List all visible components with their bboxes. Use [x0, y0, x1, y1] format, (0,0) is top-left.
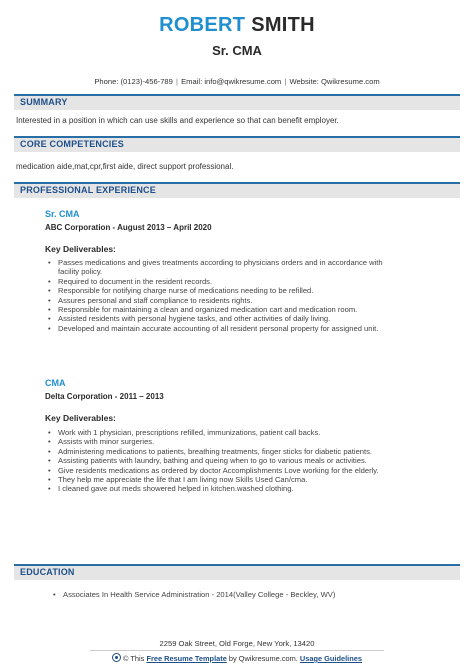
list-item: • Give residents medications as ordered by doctor Accomplishments Love working for the elderly. [45, 466, 405, 475]
footer-middle: by Qwikresume.com. [226, 654, 300, 663]
section-header-summary [14, 94, 460, 110]
list-item: • Administering medications to patients, breathing treatments, finger sticks for diabetic patients. [45, 447, 405, 456]
separator: | [176, 77, 178, 86]
section-title: CORE COMPETENCIES [20, 139, 124, 149]
job-title: CMA [45, 378, 66, 388]
section-header-education [14, 564, 460, 580]
job-bullets [45, 428, 405, 494]
separator: | [284, 77, 287, 86]
contact-line [0, 77, 474, 86]
job-bullets [45, 258, 405, 333]
free-resume-template-link[interactable]: Free Resume Template [146, 654, 227, 663]
footer-credit [0, 653, 474, 663]
usage-guidelines-link[interactable]: Usage Guidelines [299, 654, 362, 663]
list-item: • Assisting patients with laundry, bathing and queing when to go to various meals or activities. [45, 456, 405, 465]
section-header-competencies [14, 136, 460, 152]
list-item: • Responsible for maintaining a clean and organized medication cart and medication room. [45, 305, 405, 314]
first-name: ROBERT [159, 14, 246, 36]
list-item: • Work with 1 physician, prescriptions refilled, immunizations, patient call backs. [45, 428, 405, 437]
summary-text: Interested in a position in which can use skills and experience so that can benefit employer. [16, 116, 339, 125]
job-company: ABC Corporation - August 2013 – April 2020 [45, 223, 212, 232]
footer-divider [90, 650, 384, 651]
candidate-name [0, 14, 474, 37]
list-item: • Developed and maintain accurate accounting of all resident personal property for assigned unit. [45, 324, 405, 333]
list-item: • They help me appreciate the life that I am living now Skills Used Can/cma. [45, 475, 405, 484]
list-item: • Assisted residents with personal hygiene tasks, and other activities of daily living. [45, 314, 405, 323]
copyright-icon [112, 653, 121, 662]
email[interactable]: Email: info@qwikresume.com [181, 77, 282, 86]
list-item: • Assures personal and staff compliance to residents rights. [45, 296, 405, 305]
footer-address: 2259 Oak Street, Old Forge, New York, 13420 [159, 639, 315, 648]
list-item: • Responsible for notifying charge nurse of medications needing to be refilled. [45, 286, 405, 295]
list-item: • Assists with minor surgeries. [45, 437, 405, 446]
list-item: • Required to document in the resident records. [45, 277, 405, 286]
section-header-experience [14, 182, 460, 198]
education-entry: • Associates In Health Service Administration - 2014(Valley College - Beckley, WV) [63, 590, 335, 599]
website[interactable]: Website: Qwikresume.com [289, 77, 380, 86]
section-title: SUMMARY [20, 97, 68, 107]
key-deliverables-label: Key Deliverables: [45, 413, 116, 423]
job-title: Sr. CMA [45, 209, 80, 219]
phone: Phone: (0123)-456-789 [94, 77, 173, 86]
key-deliverables-label: Key Deliverables: [45, 244, 116, 254]
list-item: • Passes medications and gives treatments according to physicians orders and in accordance with facility policy. [45, 258, 405, 277]
footer-prefix: © This [123, 654, 147, 663]
competencies-text: medication aide,mat,cpr,first aide, direct support professional. [16, 162, 234, 171]
job-company: Delta Corporation - 2011 – 2013 [45, 392, 164, 401]
list-item: • I cleaned gave out meds showered helped in kitchen.washed clothing. [45, 484, 405, 493]
section-title: PROFESSIONAL EXPERIENCE [20, 185, 156, 195]
candidate-title: Sr. CMA [212, 43, 262, 58]
last-name: SMITH [251, 14, 315, 36]
section-title: EDUCATION [20, 567, 75, 577]
